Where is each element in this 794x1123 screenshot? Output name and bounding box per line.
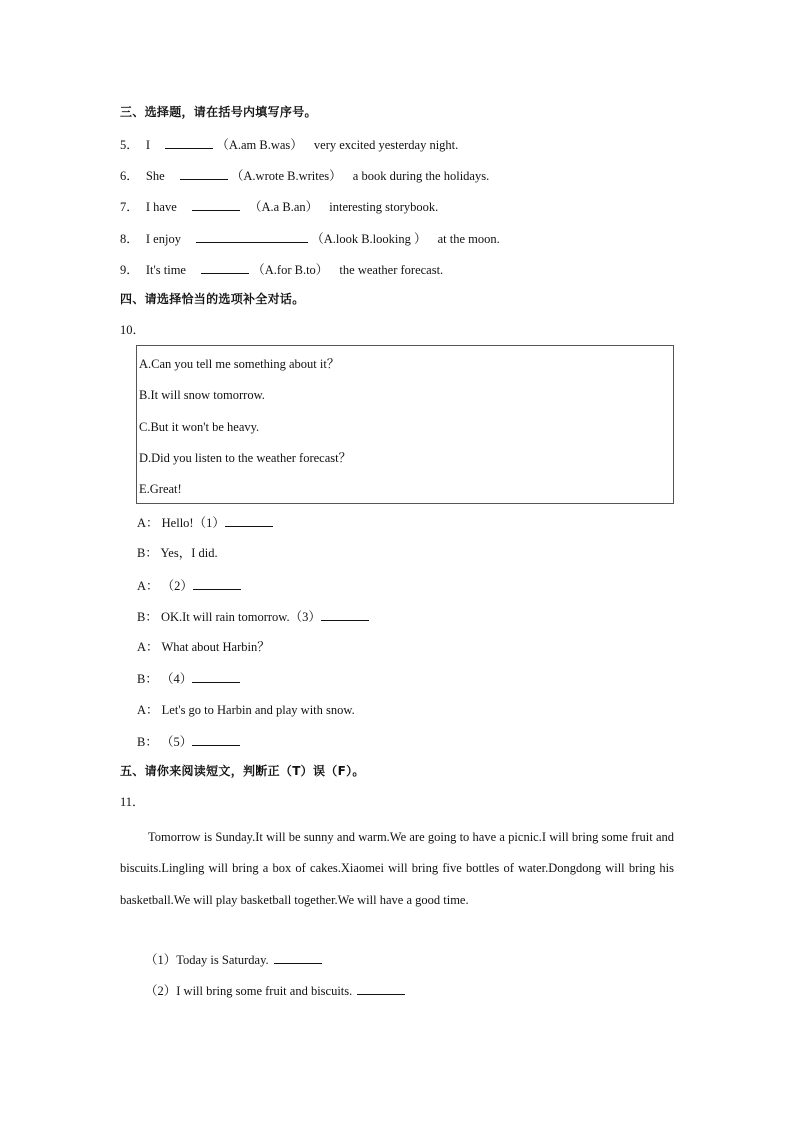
reading-passage: Tomorrow is Sunday.It will be sunny and warm.We are going to have a picnic.I will bring some fruit and biscuits.Lingling will bring a box of cakes.Xiaomei will bring five bottles of water.Dongdong will bring his basketball.We will play basketball together.We will have a good time. (120, 830, 674, 907)
question-11-number: 11． (120, 795, 145, 809)
dialogue-speaker: B： (137, 546, 158, 560)
question-text-after: very excited yesterday night. (313, 138, 459, 152)
dialogue-speaker: A： (137, 516, 159, 530)
question-number: 6． (120, 169, 139, 183)
question-options: （A.for B.to） (252, 263, 329, 277)
dialogue-line-8 (137, 733, 240, 750)
answer-blank[interactable] (192, 198, 240, 211)
dialogue-line-2 (137, 545, 218, 561)
statement-text: （1）Today is Saturday. (145, 953, 269, 967)
dialogue-speaker: B： (137, 610, 158, 624)
answer-blank[interactable] (321, 608, 369, 621)
question-text-after: at the moon. (437, 232, 500, 246)
section-4-heading: 四、请选择恰当的选项补全对话。 (120, 292, 305, 306)
question-8 (120, 230, 500, 247)
question-7 (120, 198, 438, 215)
statement-1 (145, 951, 322, 968)
question-text-before: It's time (145, 263, 186, 277)
answer-blank[interactable] (193, 577, 241, 590)
question-number: 7． (120, 200, 139, 214)
question-number: 9． (120, 263, 139, 277)
question-5 (120, 136, 458, 153)
question-number: 5． (120, 138, 139, 152)
question-options: （A.a B.an） (249, 200, 319, 214)
dialogue-line-6 (137, 670, 240, 687)
question-text-after: the weather forecast. (339, 263, 444, 277)
question-options: （A.am B.was） (216, 138, 303, 152)
option-b: B.It will snow tomorrow. (139, 388, 265, 402)
dialogue-text: （5） (160, 735, 193, 749)
question-text-before: I enjoy (145, 232, 181, 246)
answer-blank[interactable] (357, 982, 405, 995)
question-6 (120, 167, 489, 184)
section-3-heading: 三、选择题，请在括号内填写序号。 (120, 105, 317, 119)
question-options: （A.look B.looking ） (311, 232, 427, 246)
option-c: C.But it won't be heavy. (139, 420, 260, 434)
question-text-after: a book during the holidays. (352, 169, 490, 183)
dialogue-text: Let's go to Harbin and play with snow. (161, 703, 355, 717)
dialogue-text: Yes，I did. (160, 546, 218, 560)
answer-blank[interactable] (165, 136, 213, 149)
dialogue-text: （4） (160, 672, 193, 686)
question-text-before: She (145, 169, 165, 183)
question-text-before: I have (145, 200, 177, 214)
answer-blank[interactable] (201, 261, 249, 274)
section-5-heading: 五、请你来阅读短文，判断正（T）误（F）。 (120, 764, 365, 778)
dialogue-line-5 (137, 639, 270, 655)
dialogue-text: Hello!（1） (161, 516, 225, 530)
dialogue-speaker: A： (137, 579, 159, 593)
question-10-number: 10． (120, 323, 146, 337)
answer-blank[interactable] (180, 167, 228, 180)
question-options: （A.wrote B.writes） (230, 169, 342, 183)
options-box (136, 345, 674, 504)
answer-blank[interactable] (192, 733, 240, 746)
option-d: D.Did you listen to the weather forecast？ (139, 451, 352, 465)
answer-blank[interactable] (225, 514, 273, 527)
dialogue-speaker: A： (137, 640, 159, 654)
dialogue-line-1 (137, 514, 273, 531)
statement-text: （2）I will bring some fruit and biscuits. (145, 984, 353, 998)
dialogue-speaker: B： (137, 735, 158, 749)
answer-blank[interactable] (196, 230, 308, 243)
dialogue-text: OK.It will rain tomorrow.（3） (160, 610, 321, 624)
question-9 (120, 261, 443, 278)
dialogue-line-4 (137, 608, 369, 625)
answer-blank[interactable] (274, 951, 322, 964)
dialogue-line-7 (137, 702, 355, 718)
statement-2 (145, 982, 405, 999)
dialogue-text: （2） (161, 579, 193, 593)
dialogue-speaker: B： (137, 672, 158, 686)
dialogue-text: What about Harbin？ (161, 640, 270, 654)
option-e: E.Great! (139, 482, 182, 496)
answer-blank[interactable] (192, 670, 240, 683)
question-text-after: interesting storybook. (329, 200, 439, 214)
question-number: 8． (120, 232, 139, 246)
option-a: A.Can you tell me something about it？ (139, 357, 340, 371)
dialogue-speaker: A： (137, 703, 159, 717)
question-text-before: I (145, 138, 151, 152)
dialogue-line-3 (137, 577, 241, 594)
